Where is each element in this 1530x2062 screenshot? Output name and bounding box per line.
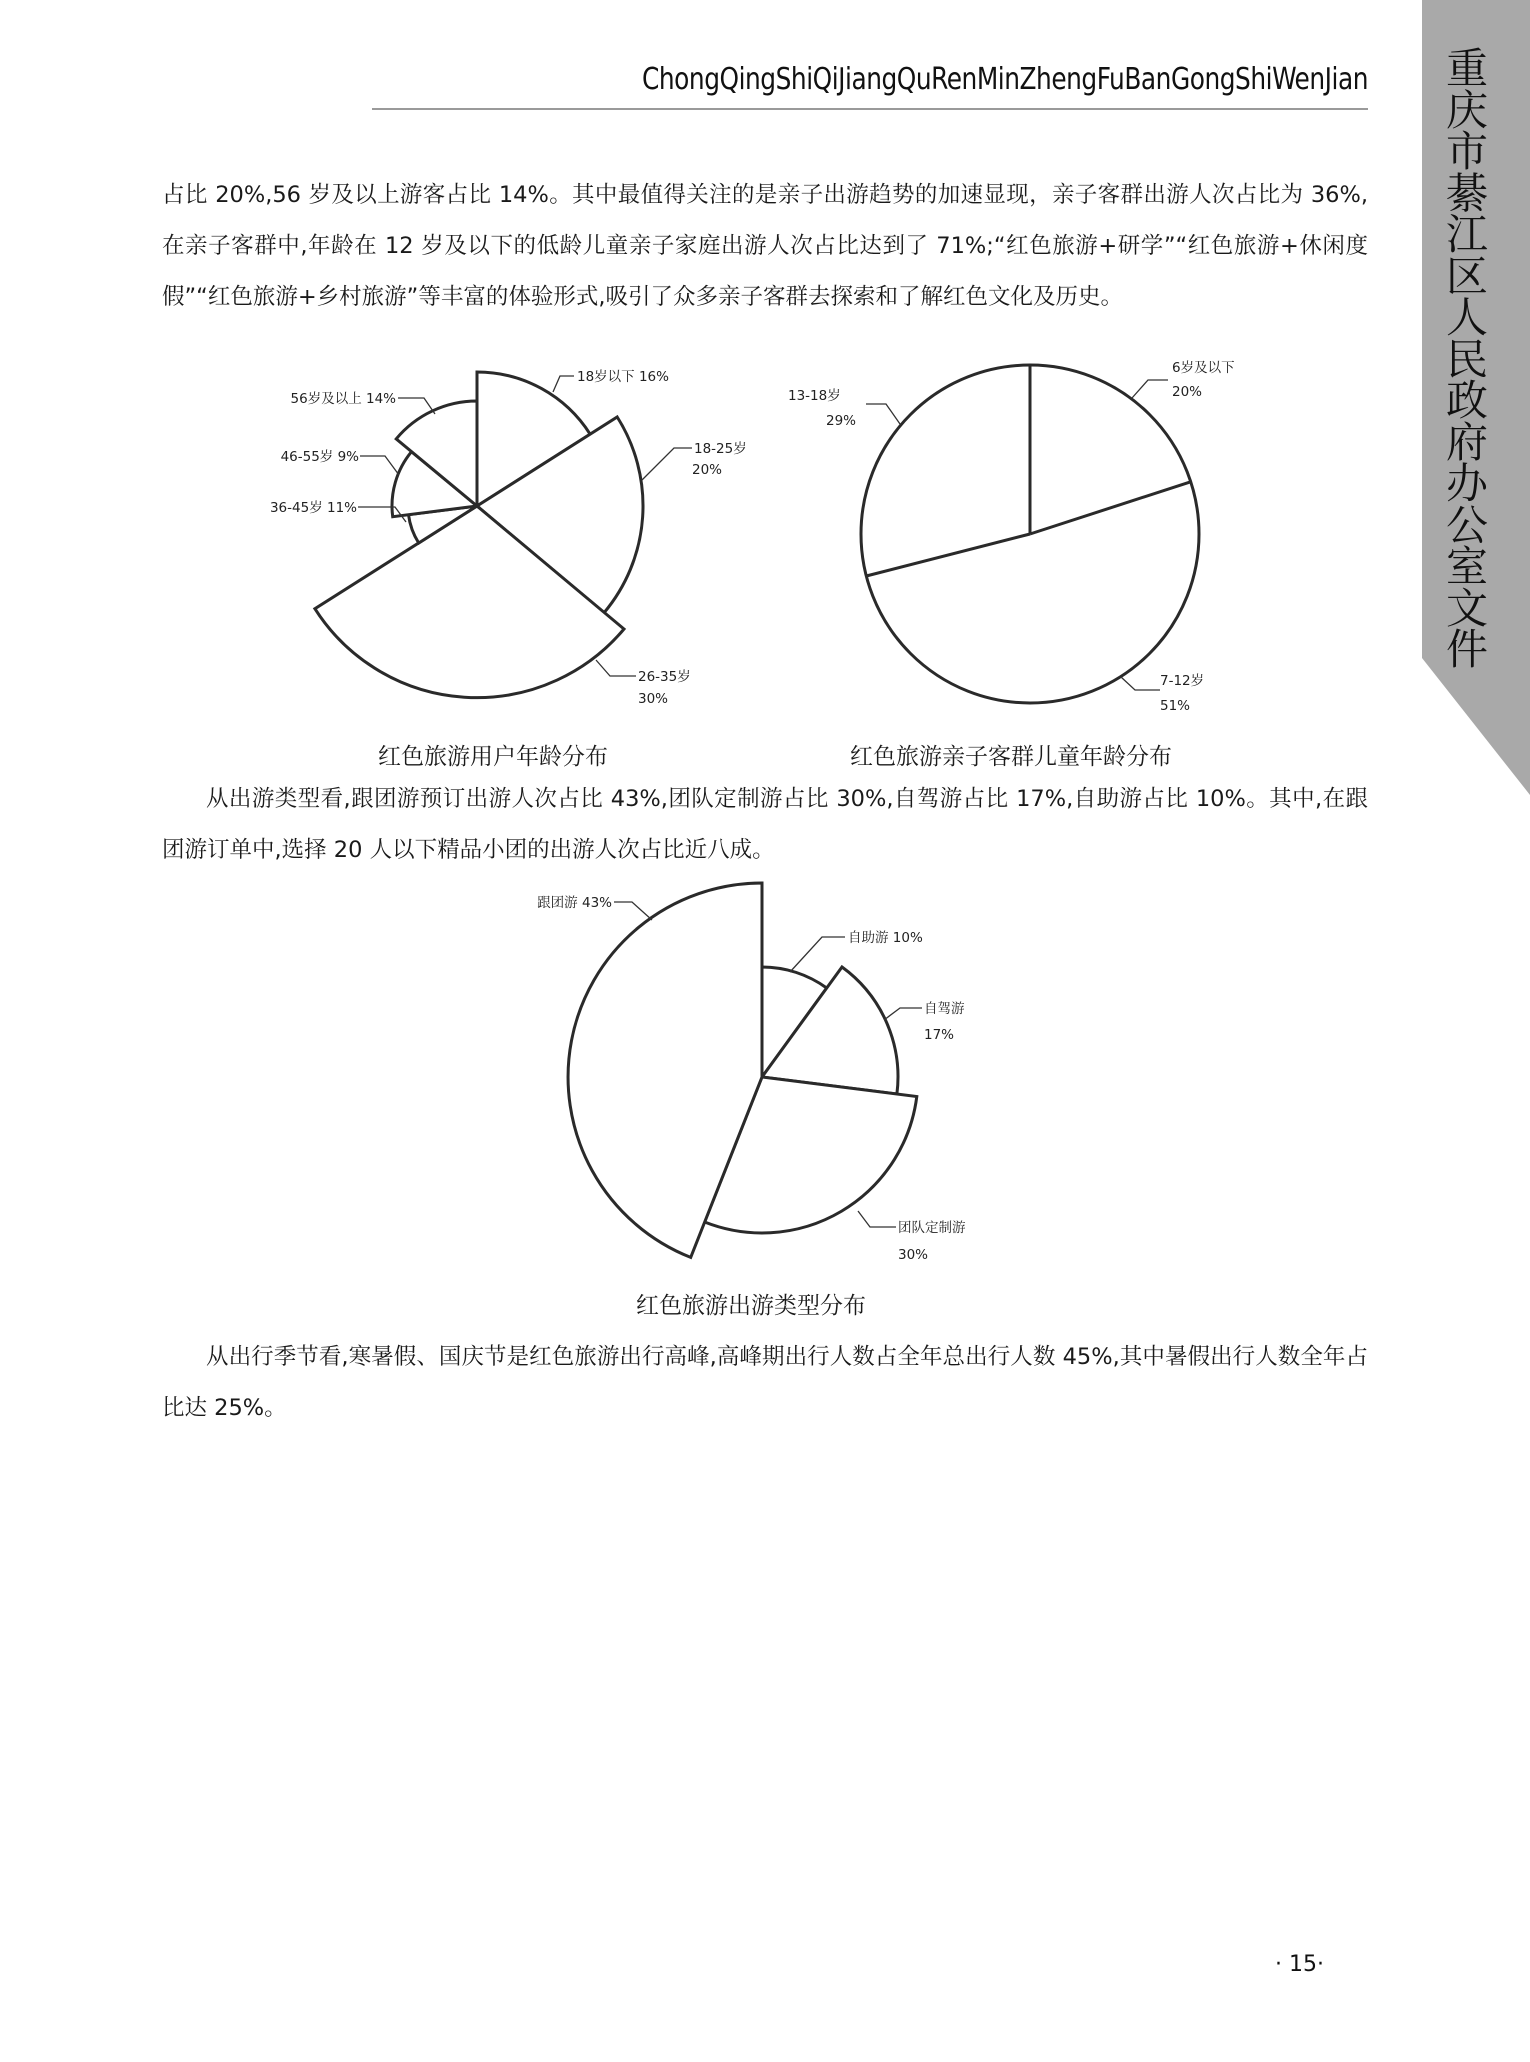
label-13-18-name: 13-18岁	[788, 388, 841, 404]
label-7-12-name: 7-12岁	[1160, 673, 1205, 689]
label-6-under-value: 20%	[1172, 384, 1203, 400]
label-13-18-value: 29%	[826, 413, 857, 429]
chart-1-caption: 红色旅游用户年龄分布	[378, 744, 608, 770]
side-char: 办	[1445, 459, 1488, 508]
label-26-35-name: 26-35岁	[638, 669, 691, 685]
label-self-drive-value: 17%	[924, 1027, 955, 1043]
label-36-45: 36-45岁 11%	[269, 500, 357, 516]
side-char: 室	[1445, 542, 1488, 591]
label-18-25-name: 18-25岁	[694, 441, 747, 457]
body-paragraph-1: 占比 20%,56 岁及以上游客占比 14%。其中最值得关注的是亲子出游趋势的加速显现，亲子客群出游人次占比为 36%,在亲子客群中,年龄在 12 岁及以下的低龄儿童亲子家庭出游人次占比达到了 71%;“红色旅游+研学”“红色旅游+休闲度假”“红色旅游+乡村旅游”等丰富的体验形式,吸引了众多亲子客群去探索和了解红色文化及历史。	[162, 182, 1368, 310]
side-char: 人	[1445, 293, 1488, 342]
label-self-drive-name: 自驾游	[924, 1001, 965, 1017]
side-char: 市	[1445, 127, 1488, 176]
side-char: 民	[1445, 334, 1488, 384]
side-char: 公	[1445, 500, 1488, 550]
side-char: 文	[1445, 583, 1488, 633]
label-self-guided: 自助游 10%	[848, 930, 923, 946]
label-under-18: 18岁以下 16%	[577, 369, 669, 385]
label-custom-group-name: 团队定制游	[898, 1220, 966, 1236]
label-group-tour: 跟团游 43%	[537, 895, 612, 911]
side-char: 綦	[1445, 168, 1488, 218]
side-char: 政	[1445, 376, 1488, 425]
label-6-under-name: 6岁及以下	[1172, 360, 1235, 376]
page-number: · 15·	[1275, 1952, 1324, 1977]
side-char: 庆	[1445, 85, 1488, 135]
label-custom-group-value: 30%	[898, 1247, 929, 1263]
side-char: 重	[1445, 44, 1488, 93]
side-char: 江	[1445, 210, 1488, 259]
label-26-35-value: 30%	[638, 691, 669, 707]
side-char: 府	[1445, 417, 1488, 467]
label-18-25-value: 20%	[692, 462, 723, 478]
body-paragraph-2: 从出游类型看,跟团游预订出游人次占比 43%,团队定制游占比 30%,自驾游占比 17%,自助游占比 10%。其中,在跟团游订单中,选择 20 人以下精品小团的出游人次占比近八成。	[162, 786, 1368, 863]
chart-user-age-distribution	[315, 372, 643, 698]
label-7-12-value: 51%	[1160, 698, 1191, 714]
chart-child-age-distribution	[861, 365, 1199, 703]
body-paragraph-3: 从出行季节看,寒暑假、国庆节是红色旅游出行高峰,高峰期出行人数占全年总出行人数 45%,其中暑假出行人数全年占比达 25%。	[162, 1344, 1368, 1421]
chart-2-caption: 红色旅游亲子客群儿童年龄分布	[850, 744, 1172, 770]
running-header-title: ChongQingShiQiJiangQuRenMinZhengFuBanGongShiWenJian	[642, 62, 1368, 97]
side-char: 区	[1445, 251, 1488, 301]
chart-3-caption: 红色旅游出游类型分布	[636, 1293, 866, 1319]
label-46-55: 46-55岁 9%	[280, 449, 359, 465]
side-char: 件	[1445, 625, 1488, 674]
label-56-plus: 56岁及以上 14%	[290, 391, 396, 407]
